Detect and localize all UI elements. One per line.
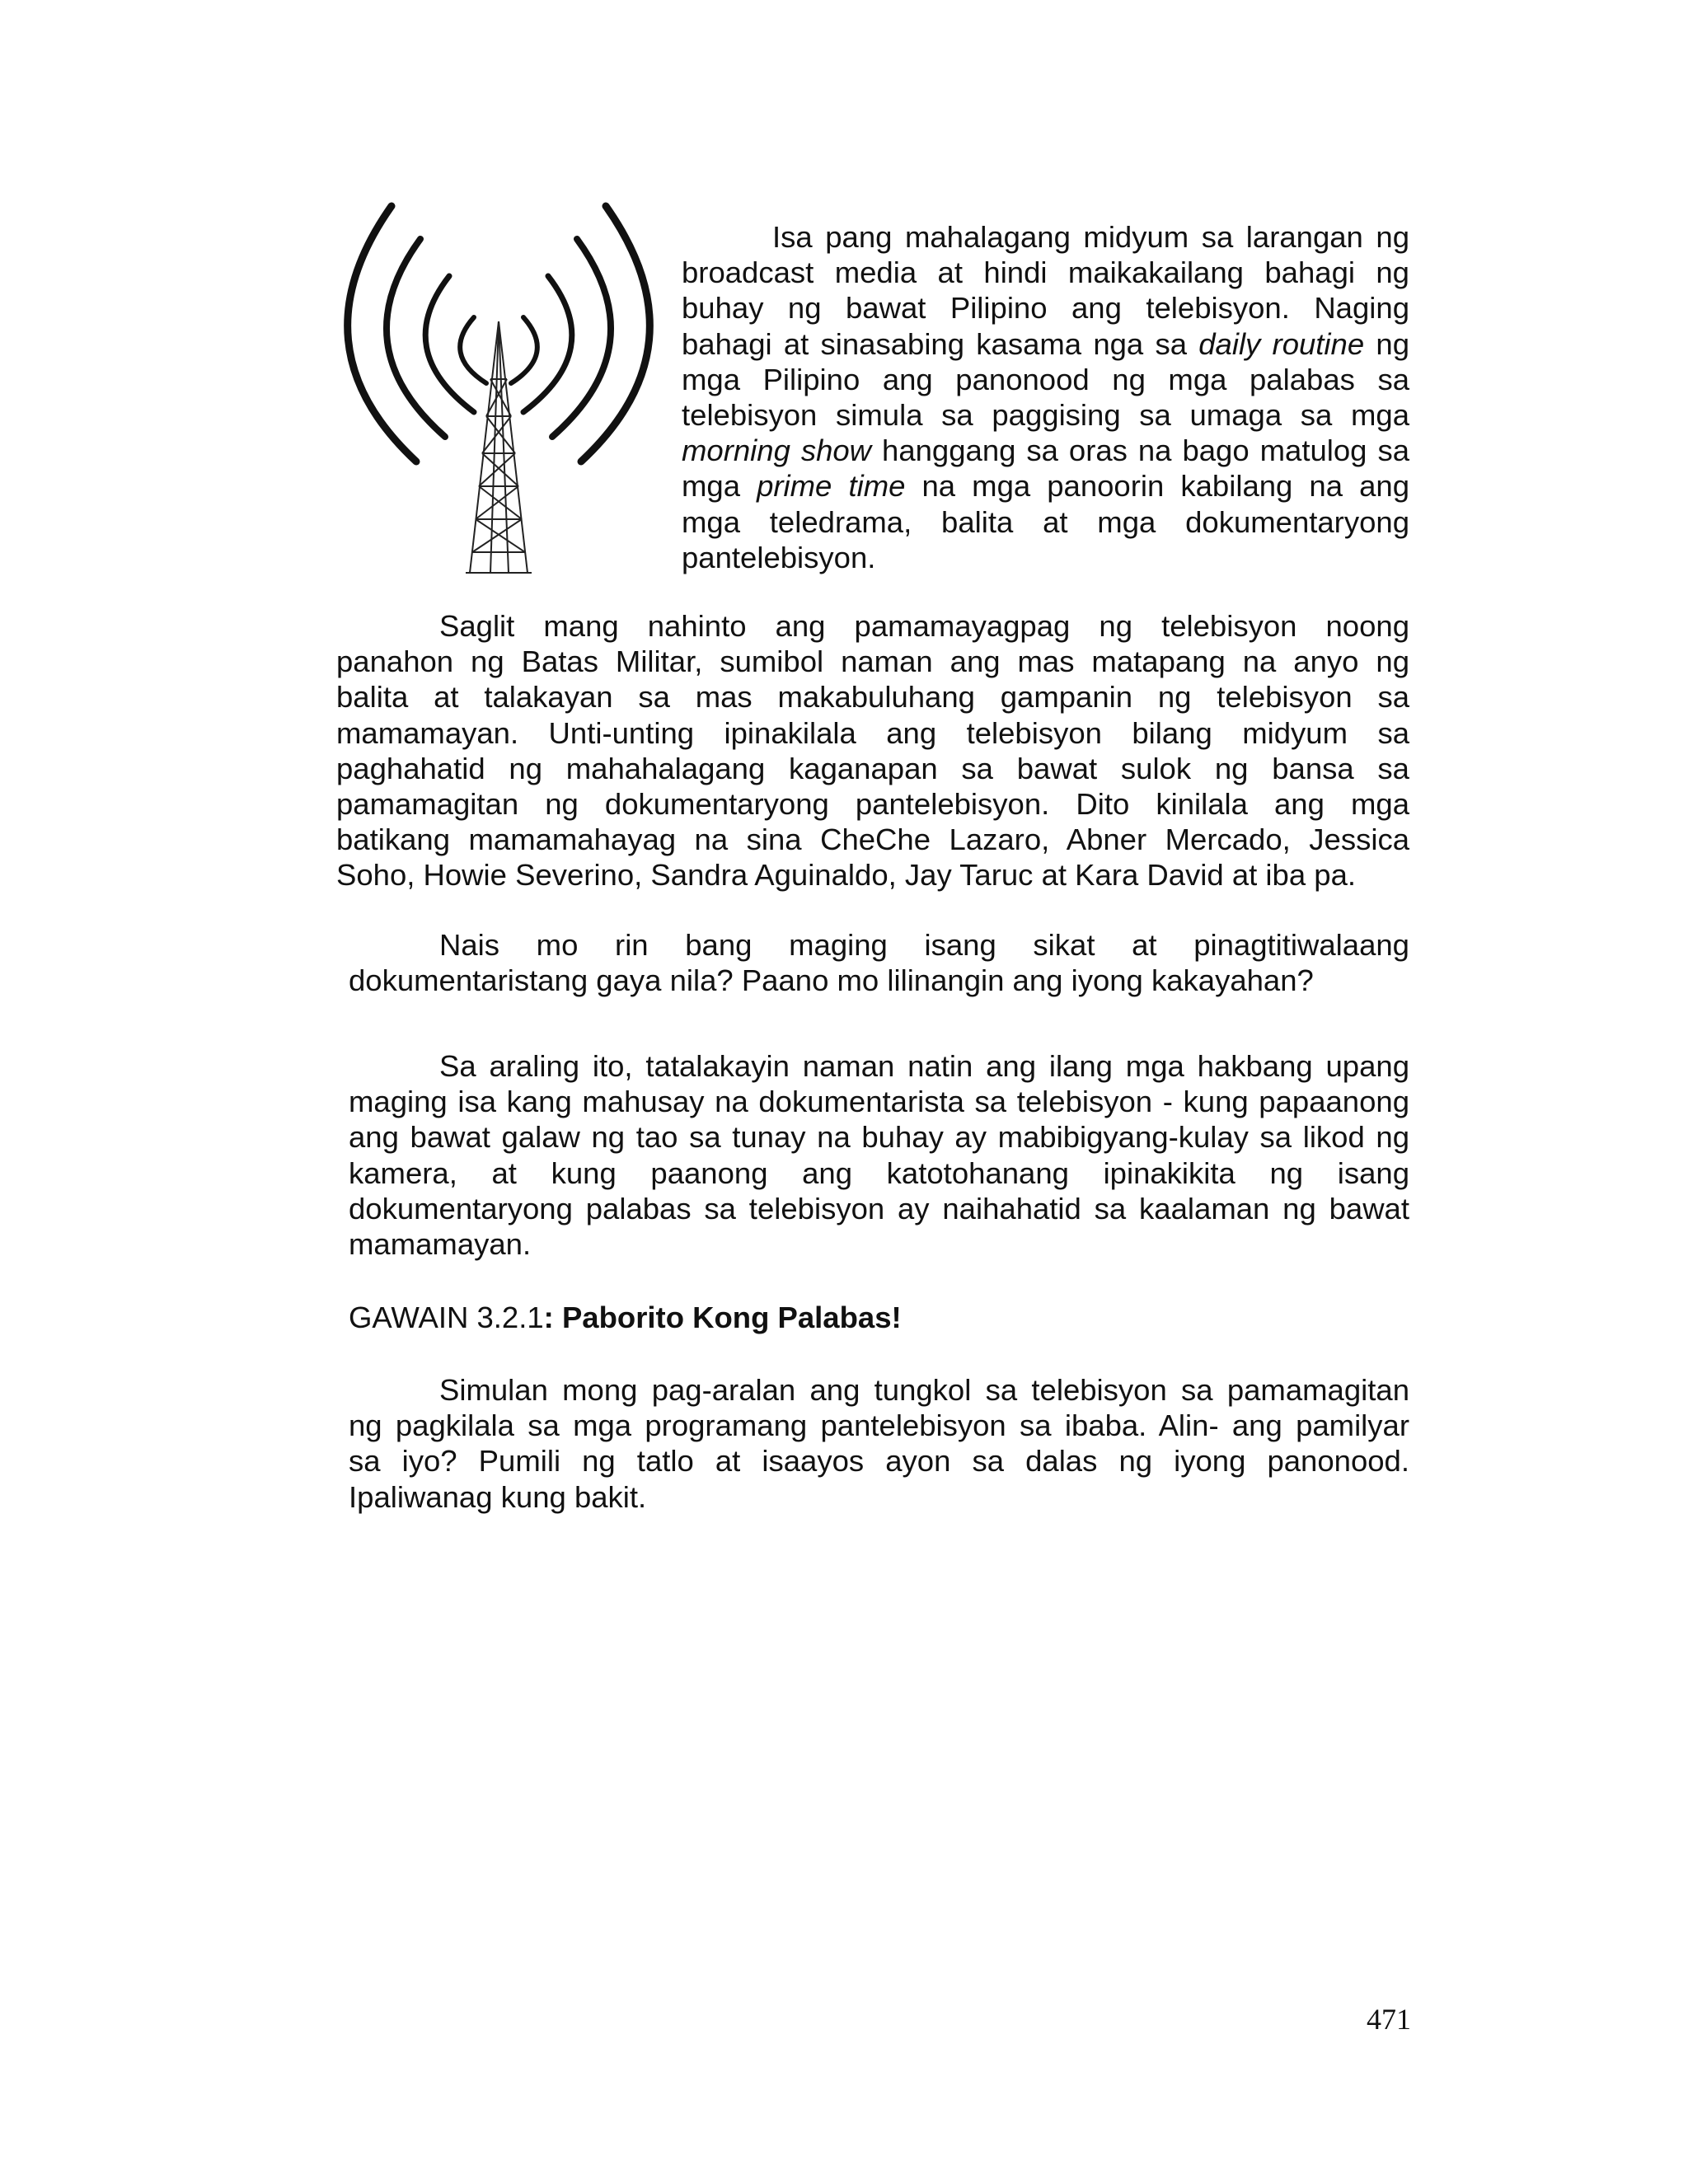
text-line: panahon ng Batas Militar, sumibol naman ang mas matapang na anyo ng <box>336 644 1409 679</box>
text-line: dokumentaristang gaya nila? Paano mo lilinangin ang iyong kakayahan? <box>349 963 1314 998</box>
text-line: Saglit mang nahinto ang pamamayagpag ng telebisyon noong <box>439 609 1409 643</box>
text-line: mga Pilipino ang panonood ng mga palabas sa <box>682 362 1409 396</box>
page-number: 471 <box>1367 2003 1411 2036</box>
lesson-paragraph <box>349 1048 1409 1262</box>
text-line: Sa araling ito, tatalakayin naman natin ang ilang mga hakbang upang <box>439 1049 1409 1083</box>
text-line: mga prime time na mga panoorin kabilang na ang <box>682 469 1409 504</box>
text-line: mamamayan. Unti-unting ipinakilala ang telebisyon bilang midyum sa <box>336 715 1409 750</box>
emphasis: prime time <box>757 469 906 504</box>
broadcast-tower-icon <box>326 198 680 585</box>
question-paragraph <box>349 927 1409 998</box>
text-line: maging isa kang mahusay na dokumentarista sa telebisyon - kung papaanong <box>349 1085 1409 1119</box>
text-line: Ipaliwanag kung bakit. <box>349 1479 647 1514</box>
text-line: pantelebisyon. <box>682 540 876 574</box>
activity-label: GAWAIN 3.2.1 <box>349 1301 544 1334</box>
text-line: ng pagkilala sa mga programang pantelebisyon sa ibaba. Alin- ang pamilyar <box>349 1408 1409 1443</box>
text-line: morning show hanggang sa oras na bago matulog sa <box>682 434 1409 468</box>
text-line: telebisyon simula sa paggising sa umaga sa mga <box>682 397 1409 432</box>
text-line: buhay ng bawat Pilipino ang telebisyon. Naging <box>682 291 1409 326</box>
history-paragraph <box>336 608 1409 893</box>
intro-paragraph <box>682 219 1409 575</box>
text-line: balita at talakayan sa mas makabuluhang gampanin ng telebisyon sa <box>336 680 1409 715</box>
text-line: Nais mo rin bang maging isang sikat at pinagtitiwalaang <box>439 928 1409 962</box>
text-line: mamamayan. <box>349 1226 532 1261</box>
text-line: bahagi at sinasabing kasama nga sa daily routine ng <box>682 326 1409 361</box>
text-line: broadcast media at hindi maikakailang bahagi ng <box>682 255 1409 290</box>
text-line: kamera, at kung paanong ang katotohanang ipinakikita ng isang <box>349 1155 1409 1190</box>
activity-title: : Paborito Kong Palabas! <box>543 1301 902 1334</box>
activity-heading <box>349 1300 902 1335</box>
text-line: ang bawat galaw ng tao sa tunay na buhay ay mabibigyang-kulay sa likod ng <box>349 1120 1409 1155</box>
text-line: Simulan mong pag-aralan ang tungkol sa telebisyon sa pamamagitan <box>439 1373 1409 1407</box>
text-line: batikang mamamahayag na sina CheChe Lazaro, Abner Mercado, Jessica <box>336 823 1409 857</box>
emphasis: daily routine <box>1198 326 1365 361</box>
emphasis: morning show <box>682 434 872 468</box>
text-line: pamamagitan ng dokumentaryong pantelebisyon. Dito kinilala ang mga <box>336 786 1409 821</box>
text-line: Soho, Howie Severino, Sandra Aguinaldo, Jay Taruc at Kara David at iba pa. <box>336 858 1357 893</box>
text-line: sa iyo? Pumili ng tatlo at isaayos ayon sa dalas ng iyong panonood. <box>349 1444 1409 1479</box>
text-line: dokumentaryong palabas sa telebisyon ay naihahatid sa kaalaman ng bawat <box>349 1191 1409 1226</box>
text-line: mga teledrama, balita at mga dokumentaryong <box>682 504 1409 539</box>
text-line: paghahatid ng mahahalagang kaganapan sa bawat sulok ng bansa sa <box>336 751 1409 785</box>
text-line: Isa pang mahalagang midyum sa larangan ng <box>772 220 1409 254</box>
activity-intro-paragraph <box>349 1372 1409 1515</box>
